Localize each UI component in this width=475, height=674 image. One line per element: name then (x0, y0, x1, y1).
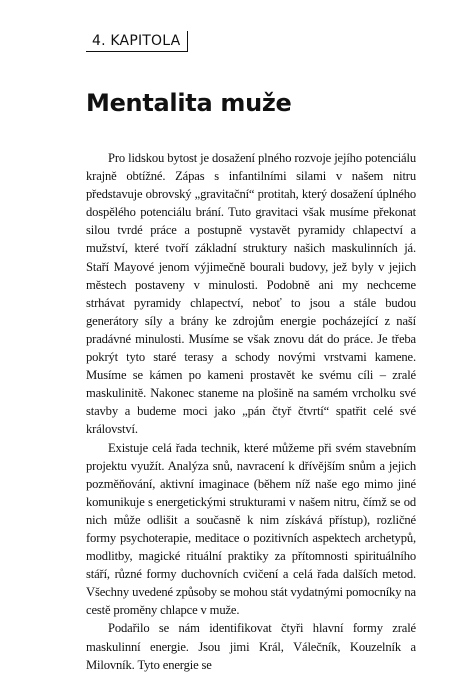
paragraph: Existuje celá řada technik, které můžeme při svém stavebním projektu využít. Analýza snů, navracení k dřívějším snům a jejich pozměňování, aktivní imaginace (během níž naše ego mimo jiné komunikuje s energetickými strukturami v našem nitru, čímž se od nich může odlišit a současně k nim získává přístup), rozličné formy psychoterapie, meditace o pozitivních aspektech archetypů, modlitby, magické rituální praktiky za přítomnosti spirituálního stáří, různé formy duchovních cvičení a celá řada dalších metod. Všechny uvedené způsoby se mohou stát vydatnými pomocníky na cestě proměny chlapce v muže. (86, 440, 416, 618)
chapter-title: Mentalita muže (86, 89, 292, 117)
paragraph: Podařilo se nám identifikovat čtyři hlavní formy zralé maskulinní energie. Jsou jimi Král, Válečník, Kouzelník a Milovník. Tyto energie se (86, 621, 416, 672)
chapter-label: 4. KAPITOLA (86, 31, 188, 52)
chapter-body (86, 149, 416, 674)
paragraph: Pro lidskou bytost je dosažení plného rozvoje jejího potenciálu krajně obtížné. Zápas s infantilními silami v našem nitru představuje obrovský „gravitační“ protitah, který dosažení úplného dospělého potenciálu brání. Tuto gravitaci však musíme překonat silou tvrdé práce a postupně vystavět pyramidy chlapectví a mužství, které tvoří základní struktury našich maskulinních já. Staří Mayové jenom výjimečně bourali budovy, jež byly v jejich městech postaveny v minulosti. Podobně ani my nechceme strhávat pyramidy chlapectví, neboť to jsou a stále budou generátory síly a brány ke zdrojům energie pocházející z naší pradávné minulosti. Musíme se však znovu dát do práce. Je třeba pokrýt tyto staré terasy a schody novými vrstvami kamene. Musíme se kámen po kameni prostavět ke svému cíli – zralé maskulinitě. Nakonec staneme na plošině na samém vrcholku své stavby a budeme moci jako „pán čtyř čtvrtí“ spatřit celé své království. (86, 151, 416, 437)
